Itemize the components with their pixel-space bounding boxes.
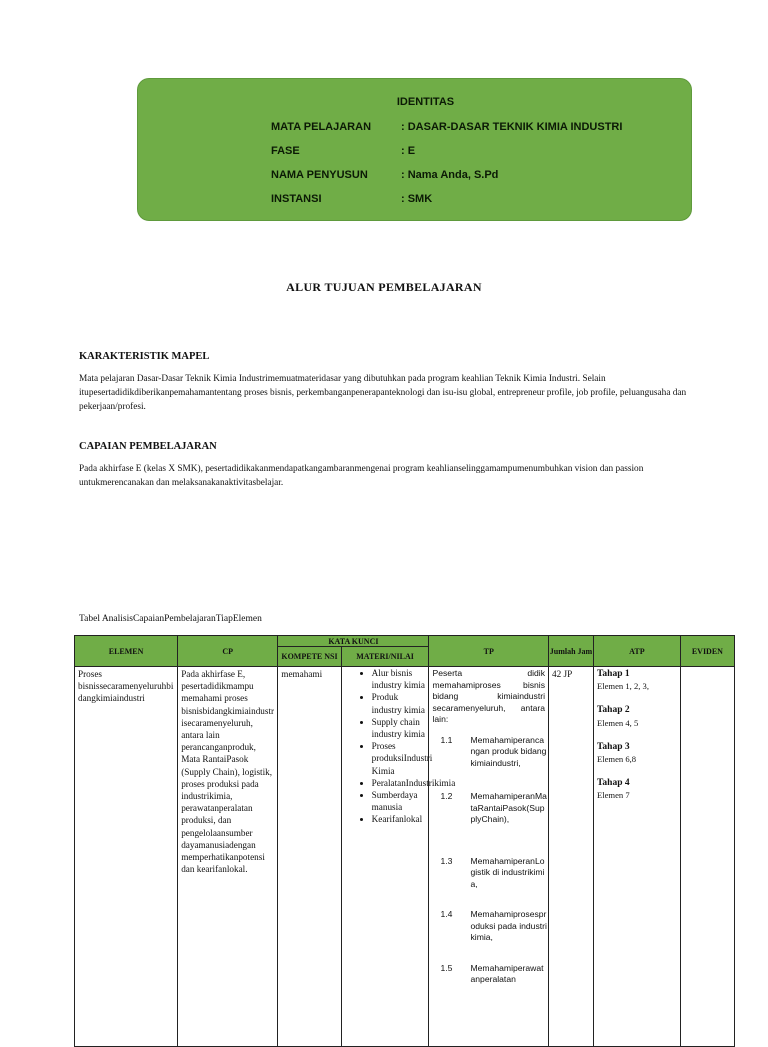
paragraph-capaian: Pada akhirfase E (kelas X SMK), pesertadidikakanmendapatkangambaranmengenai program keahlianselinggamampumenumbuhkan vision dan passion untukmerencanakan dan melaksanakanaktivitasbelajar. [79,464,644,488]
header-kompetensi: KOMPETE NSI [278,647,341,667]
document-title: ALUR TUJUAN PEMBELAJARAN [286,280,482,294]
list-item: • Proses produksiIndustri Kimia [372,740,429,777]
identity-label: MATA PELAJARAN [271,121,372,133]
list-item: • Produk industry kimia [372,691,429,715]
list-item: • PeralatanIndustrikimia [372,777,429,789]
atp-stage-elements: Elemen 6,8 [596,754,637,765]
header-tp: TP [429,636,549,667]
atp-stage-elements: Elemen 4, 5 [596,717,639,728]
tp-intro: Peserta didik memahamiproses bisnis bidang kimiaindustri secaramenyeluruh, antara lain: [432,668,546,724]
identity-value: : DASAR-DASAR TEKNIK KIMIA INDUSTRI [401,121,623,133]
atp-stage [597,668,677,692]
atp-stage-title: Tahap 1 [596,669,630,679]
list-item: • Sumberdaya manusia [372,789,429,813]
atp-stage [597,777,677,801]
paragraph-karakteristik: Mata pelajaran Dasar-Dasar Teknik Kimia Industrimemuatmateridasar yang dibutuhkan pada program keahlian Teknik Kimia Industri. Selain itupesertadidikdiberikanpemahamantentang proses bisnis, perkembanganpenerapanteknologi dan isu-isu global, entrepreneur profile, job profile, peluangusaha dan pekerjaan/profesi. [79,374,687,412]
identity-label: FASE [271,145,300,157]
identity-row-subject [271,121,691,137]
atp-stage [597,704,677,728]
identity-value: : E [401,145,416,157]
table-caption: Tabel AnalisisCapaianPembelajaranTiapElemen [79,614,262,624]
cell-kompetensi: memahami [281,669,323,679]
identity-value: : SMK [401,193,433,205]
analysis-table [74,635,735,1047]
tp-item [429,735,548,770]
identity-row-phase [271,145,691,161]
section-heading-karakteristik: KARAKTERISTIK MAPEL [79,351,210,362]
tp-item-number: 1.4 [440,909,453,919]
identity-box [137,78,692,221]
cell-jumlah-jam: 42 JP [552,669,573,679]
identity-row-author [271,169,691,185]
list-item: • Kearifanlokal [372,813,429,825]
header-cp: CP [178,636,278,667]
tp-item [429,791,548,826]
cell-elemen: Proses bisnissecaramenyeluruhbidangkimiaindustri [78,669,174,704]
identity-row-institution [271,193,691,209]
header-eviden: EVIDEN [680,636,734,667]
header-atp: ATP [593,636,680,667]
list-item: • Supply chain industry kimia [372,716,429,740]
atp-stage-title: Tahap 2 [596,705,630,716]
tp-item-number: 1.5 [440,962,453,973]
tp-item-text: Memahamiperancangan produk bidangkimiaindustri, [470,734,547,768]
tp-item-number: 1.1 [440,734,453,745]
tp-item [429,909,548,944]
header-elemen: ELEMEN [75,636,178,667]
atp-stage-elements: Elemen 1, 2, 3, [596,681,649,692]
tp-item-text: MemahamiperanMataRantaiPasok(SupplyChain), [470,791,547,824]
tp-item-number: 1.2 [440,791,453,801]
atp-stage-title: Tahap 4 [596,778,630,789]
atp-list [594,667,680,815]
atp-stage-title: Tahap 3 [596,741,630,752]
list-item: • Alur bisnis industry kimia [372,667,429,691]
tp-item-text: MemahamiperanLogistik di industrikimia, [470,855,545,889]
atp-stage-elements: Elemen 7 [596,790,630,801]
tp-item-text: Memahamiperawatanperalatan [470,962,544,984]
atp-stage [597,741,677,765]
table-row [75,667,735,1047]
identity-label: NAMA PENYUSUN [271,169,368,181]
header-kata-kunci: KATA KUNCI [278,636,429,647]
cell-cp: Pada akhirfase E, pesertadidikmampu memahami proses bisnisbidangkimiaindustrisecaramenyeluruh, antara lain perancanganproduk, Mata RantaiPasok (Supply Chain), logistik, proses produksi pada industrikimia, perawatanperalatan produksi, dan pengelolaansumber dayamanusiadengan memperhatikanpotensi dan kearifanlokal. [181,669,275,875]
header-jumlah-jam: Jumlah Jam [549,636,594,667]
identity-title: IDENTITAS [396,96,455,108]
identity-value: : Nama Anda, S.Pd [401,169,499,181]
tp-item-text: Memahamiprosesproduksi pada industrikimia, [470,909,547,942]
tp-item [429,856,548,891]
tp-item-number: 1.3 [440,855,453,866]
tp-item [429,963,548,986]
identity-label: INSTANSI [271,193,322,205]
header-materi: MATERI/NILAI [341,647,429,667]
cell-eviden [681,667,734,669]
section-heading-capaian: CAPAIAN PEMBELAJARAN [79,441,217,452]
